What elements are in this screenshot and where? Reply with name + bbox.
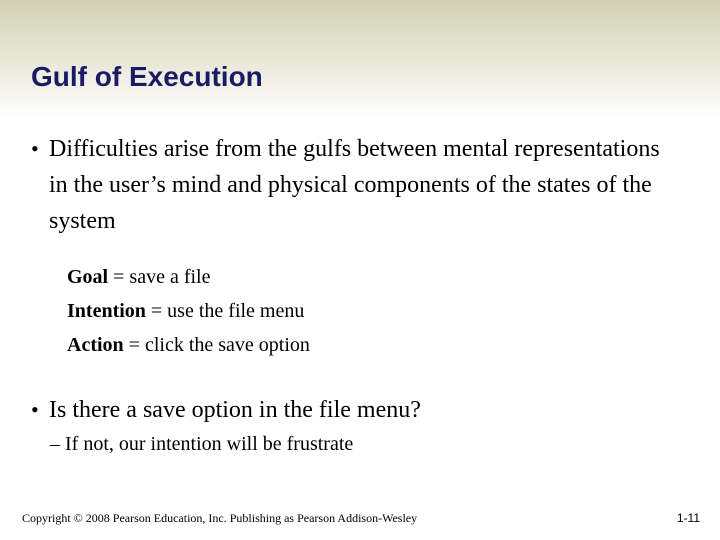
bullet-icon: •	[31, 397, 39, 422]
page-number: 1-11	[676, 511, 700, 525]
slide-title: Gulf of Execution	[31, 61, 263, 92]
bullet-text: Is there a save option in the file menu?	[49, 397, 421, 423]
action-label: Action	[67, 334, 124, 356]
intention-label: Intention	[67, 300, 146, 322]
bullet-icon: •	[31, 136, 39, 161]
example-block	[67, 260, 310, 362]
goal-line	[67, 260, 310, 294]
intention-line	[67, 294, 310, 328]
goal-label: Goal	[67, 266, 109, 288]
footer-copyright: Copyright © 2008 Pearson Education, Inc. Publishing as Pearson Addison-Wesley	[22, 511, 418, 525]
goal-value: = save a file	[108, 266, 211, 288]
action-value: = click the save option	[123, 334, 310, 356]
intention-value: = use the file menu	[145, 300, 305, 322]
bullet-item-1	[31, 131, 671, 239]
sub-bullet: – If not, our intention will be frustrate	[50, 433, 354, 455]
bullet-item-2	[31, 392, 671, 428]
bullet-text: Difficulties arise from the gulfs between mental representations in the user’s mind and physical components of the states of the system	[49, 136, 660, 234]
action-line	[67, 328, 310, 362]
